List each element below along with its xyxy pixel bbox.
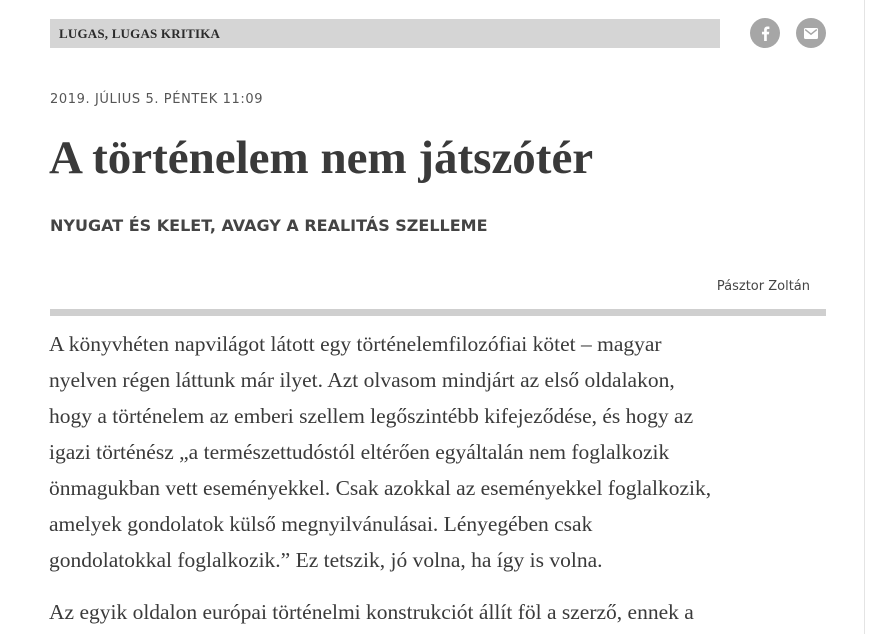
article-body xyxy=(49,326,839,634)
paragraph-line: önmagukban vett eseményekkel. Csak azokkal az eseményekkel foglalkozik, xyxy=(49,476,712,500)
publish-date: 2019. JÚLIUS 5. PÉNTEK 11:09 xyxy=(50,92,264,107)
article-title: A történelem nem játszótér xyxy=(49,132,594,184)
category-link[interactable]: LUGAS, LUGAS KRITIKA xyxy=(59,26,221,41)
paragraph-line: Az egyik oldalon európai történelmi konstrukciót állít föl a szerző, ennek a xyxy=(49,600,694,624)
paragraph-line: A könyvhéten napvilágot látott egy történelemfilozófiai kötet – magyar xyxy=(49,332,662,356)
paragraph-line: nyelven régen láttunk már ilyet. Azt olvasom mindjárt az első oldalakon, xyxy=(49,368,675,392)
paragraph-line: gondolatokkal foglalkozik.” Ez tetszik, jó volna, ha így is volna. xyxy=(49,548,603,572)
category-bar xyxy=(50,19,720,48)
paragraph-line: igazi történész „a természettudóstól eltérően egyáltalán nem foglalkozik xyxy=(49,440,670,464)
author-link[interactable]: Pásztor Zoltán xyxy=(716,279,810,294)
article-paragraph xyxy=(49,594,839,630)
article-subtitle: NYUGAT ÉS KELET, AVAGY A REALITÁS SZELLEME xyxy=(50,216,488,235)
paragraph-line: hogy a történelem az emberi szellem legőszintébb kifejeződése, és hogy az xyxy=(49,404,694,428)
mail-icon xyxy=(804,28,818,39)
header-divider xyxy=(50,309,826,316)
page-edge-rule xyxy=(864,0,865,634)
facebook-icon xyxy=(761,26,770,41)
paragraph-line: amelyek gondolatok külső megnyilvánulásai. Lényegében csak xyxy=(49,512,593,536)
article-paragraph xyxy=(49,326,839,578)
facebook-share-button[interactable] xyxy=(750,18,780,48)
email-share-button[interactable] xyxy=(796,18,826,48)
